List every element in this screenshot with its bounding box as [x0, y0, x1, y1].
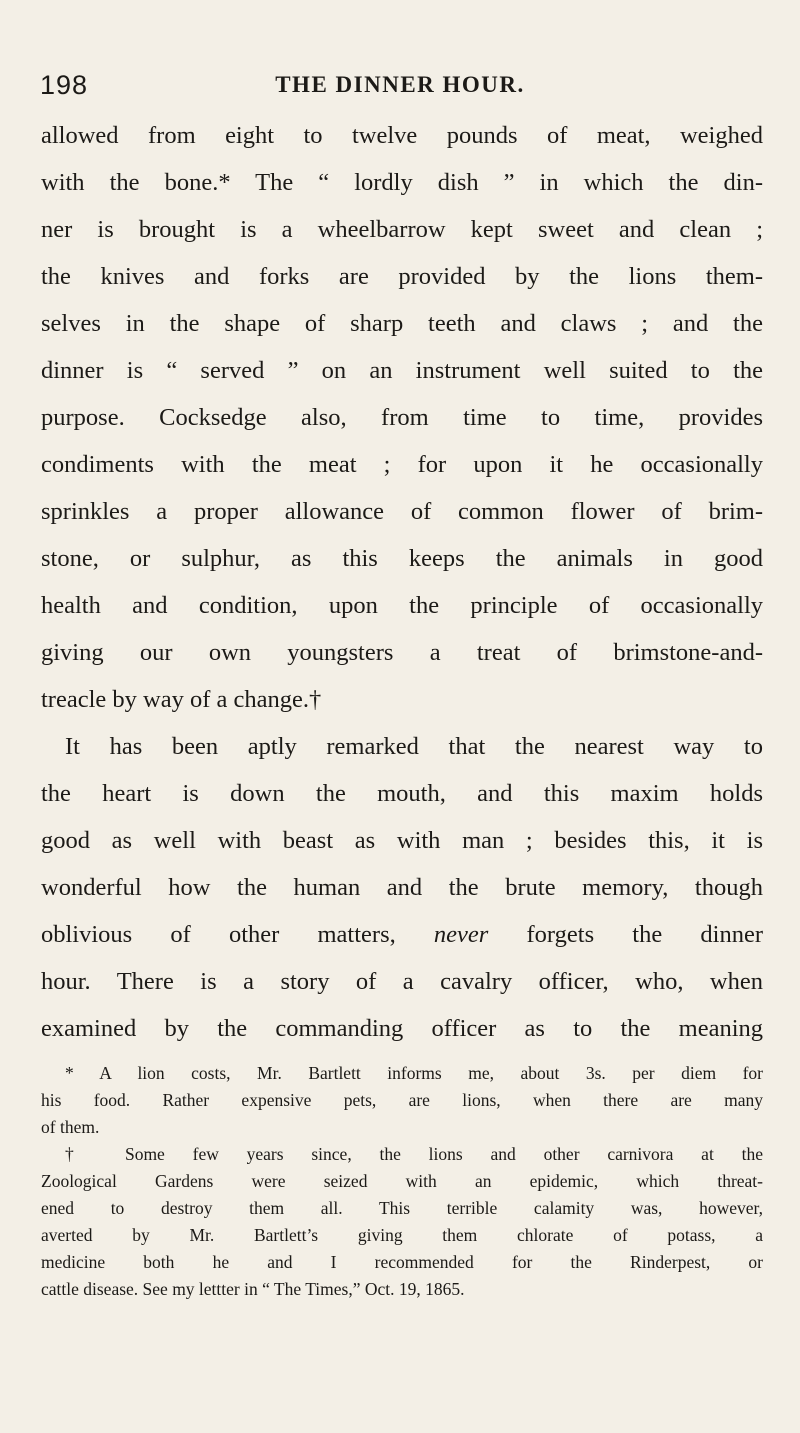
text-line: stone, or sulphur, as this keeps the animals in good [41, 545, 763, 572]
text-line: the heart is down the mouth, and this maxim holds [41, 780, 763, 807]
text-line [41, 911, 763, 958]
body-text [41, 112, 763, 1052]
text-line: condiments with the meat ; for upon it he occasionally [41, 451, 763, 478]
footnote-line: averted by Mr. Bartlett’s giving them chlorate of potass, a [41, 1225, 763, 1245]
footnote-line: ened to destroy them all. This terrible calamity was, however, [41, 1198, 763, 1218]
text-line: It has been aptly remarked that the nearest way to [65, 733, 763, 760]
emphasis-never: never [433, 921, 489, 948]
footnote-line: Zoological Gardens were seized with an epidemic, which threat- [41, 1171, 763, 1191]
text-line: giving our own youngsters a treat of brimstone-and- [41, 639, 763, 666]
text-line-end: forgets the dinner [488, 921, 763, 948]
text-line: selves in the shape of sharp teeth and claws ; and the [41, 310, 763, 337]
text-line: good as well with beast as with man ; besides this, it is [41, 827, 763, 854]
footnote-line: † Some few years since, the lions and other carnivora at the [65, 1144, 763, 1164]
text-line: dinner is “ served ” on an instrument well suited to the [41, 357, 763, 384]
text-line: health and condition, upon the principle of occasionally [41, 592, 763, 619]
running-head: THE DINNER HOUR. [275, 72, 525, 97]
text-line: the knives and forks are provided by the lions them- [41, 263, 763, 290]
footnote-line: medicine both he and I recommended for the Rinderpest, or [41, 1252, 763, 1272]
page-header [40, 70, 760, 104]
text-line: wonderful how the human and the brute memory, though [41, 874, 763, 901]
footnote-line: cattle disease. See my lettter in “ The Times,” Oct. 19, 1865. [41, 1279, 465, 1299]
text-line-start: oblivious of other matters, [41, 921, 434, 948]
text-line: examined by the commanding officer as to the meaning [41, 1015, 763, 1042]
footnotes [41, 1060, 763, 1303]
text-line: ner is brought is a wheelbarrow kept sweet and clean ; [41, 216, 763, 243]
page-number: 198 [40, 70, 89, 100]
text-line: sprinkles a proper allowance of common flower of brim- [41, 498, 763, 525]
footnote-line: * A lion costs, Mr. Bartlett informs me, about 3s. per diem for [65, 1063, 763, 1083]
text-line: with the bone.* The “ lordly dish ” in which the din- [41, 169, 763, 196]
text-line: purpose. Cocksedge also, from time to time, provides [41, 404, 763, 431]
footnote-line: of them. [41, 1117, 100, 1137]
text-line: hour. There is a story of a cavalry officer, who, when [41, 968, 763, 995]
footnote-line: his food. Rather expensive pets, are lions, when there are many [41, 1090, 763, 1110]
text-line: allowed from eight to twelve pounds of meat, weighed [41, 122, 763, 149]
text-line: treacle by way of a change.† [41, 686, 322, 713]
